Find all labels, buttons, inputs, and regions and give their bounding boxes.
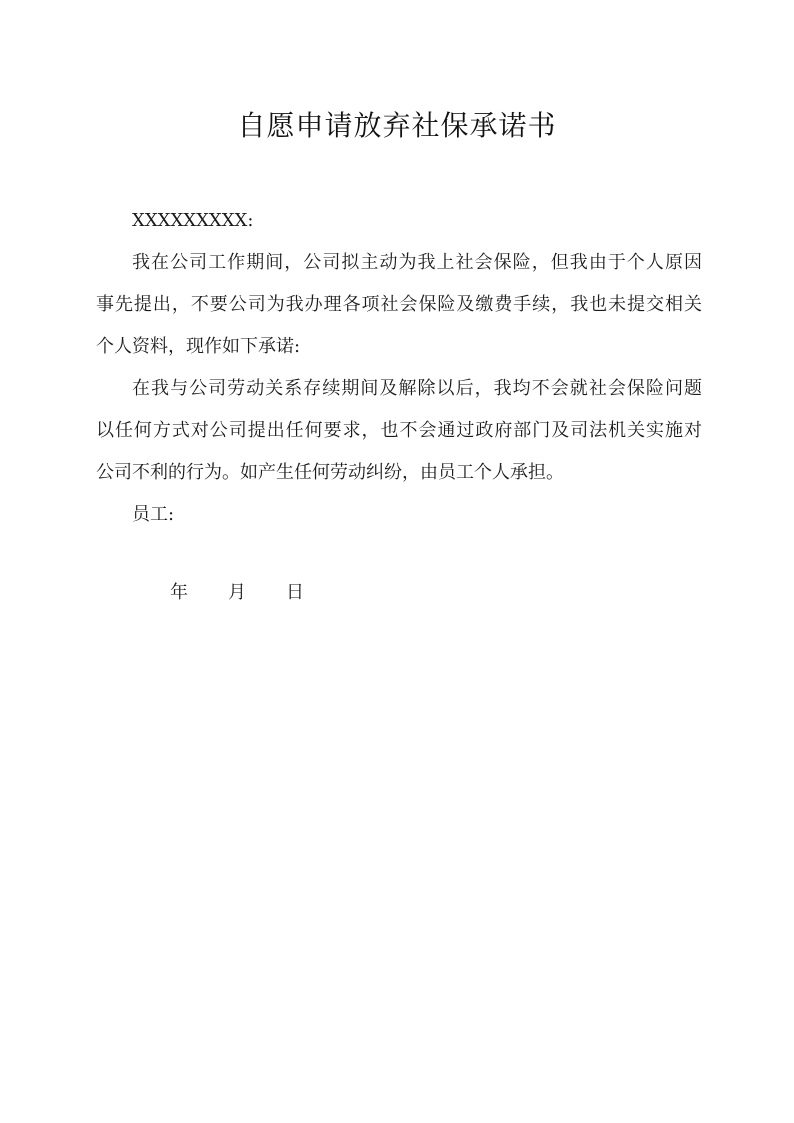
paragraph-1-line-2-text: 事先提出，不要公司为我办理各项社会保险及缴费手续，我也未提交相关 <box>96 294 702 315</box>
paragraph-1 <box>96 242 702 368</box>
paragraph-1-line-3: 个人资料，现作如下承诺: <box>96 336 301 357</box>
paragraph-1-line-1 <box>96 242 702 284</box>
date-month-label: 月 <box>228 582 246 603</box>
paragraph-2-line-1 <box>96 368 702 410</box>
paragraph-1-line-2 <box>96 284 702 326</box>
paragraph-1-line-1-text: 我在公司工作期间，公司拟主动为我上社会保险，但我由于个人原因 <box>132 252 702 273</box>
document-title: 自愿申请放弃社保承诺书 <box>237 109 557 142</box>
paragraph-2-line-3: 公司不利的行为。如产生任何劳动纠纷，由员工个人承担。 <box>96 462 564 483</box>
paragraph-2-line-1-text: 在我与公司劳动关系存续期间及解除以后，我均不会就社会保险问题 <box>132 378 702 399</box>
paragraph-2 <box>96 368 702 494</box>
paragraph-2-line-2 <box>96 410 702 452</box>
document-body <box>96 200 702 536</box>
salutation: XXXXXXXXX: <box>132 210 254 231</box>
date-year-label: 年 <box>170 582 188 603</box>
employee-label: 员工: <box>132 504 175 525</box>
date-day-label: 日 <box>286 582 304 603</box>
date-line <box>170 580 304 606</box>
paragraph-2-line-2-text: 以任何方式对公司提出任何要求，也不会通过政府部门及司法机关实施对 <box>96 420 702 441</box>
